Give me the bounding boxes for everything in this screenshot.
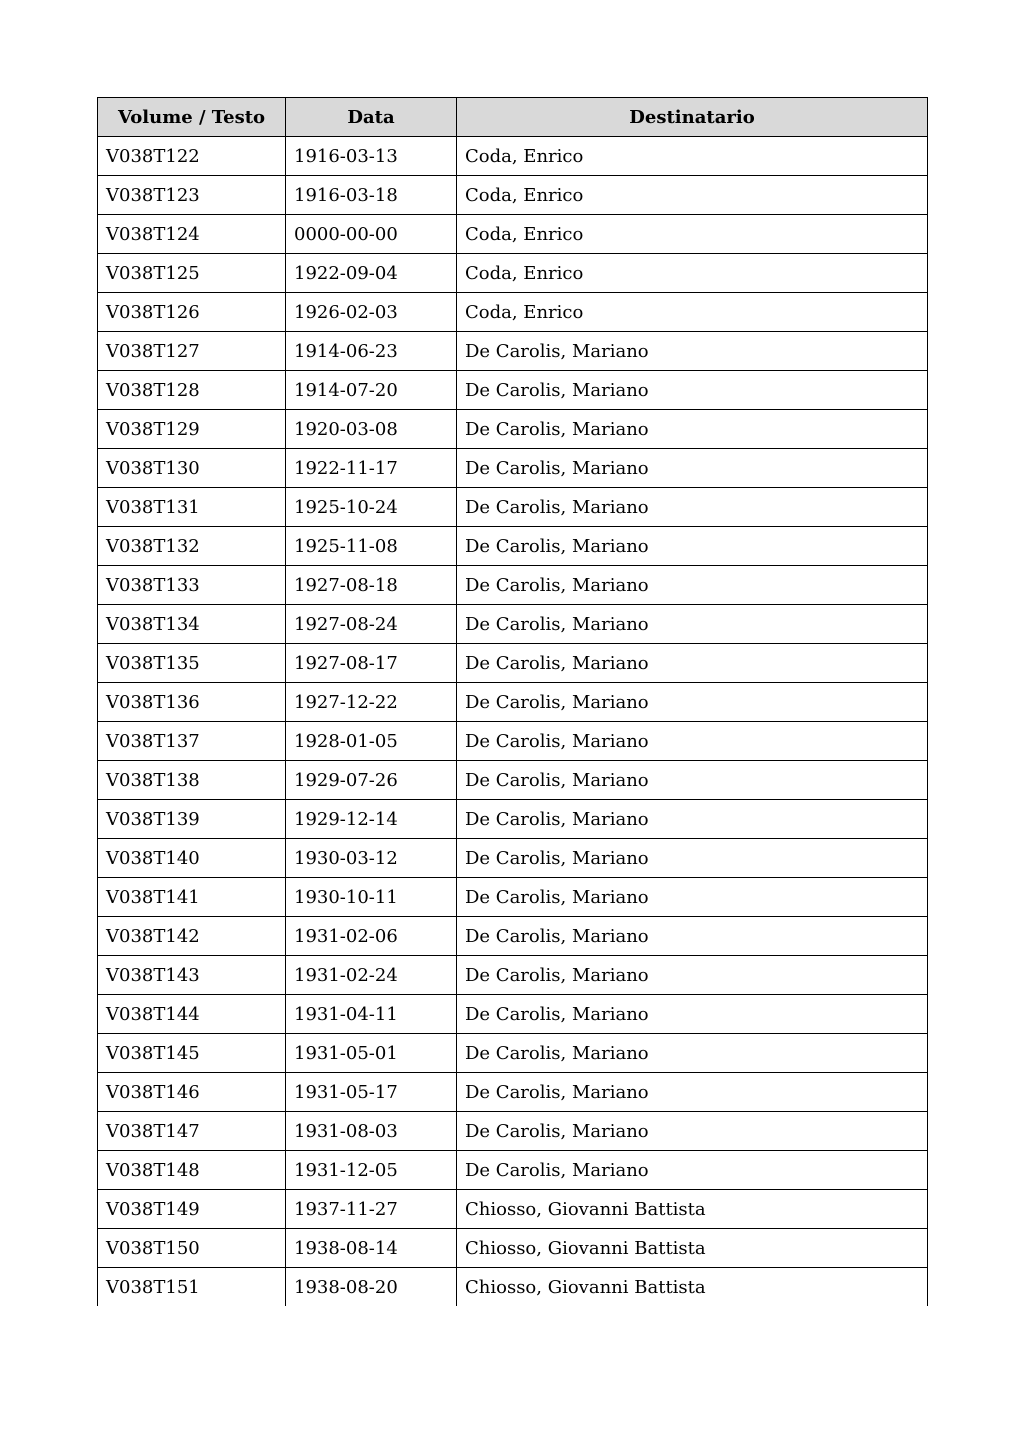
cell-volume-testo: V038T125 [98, 254, 286, 293]
cell-volume-testo: V038T146 [98, 1073, 286, 1112]
cell-destinatario: Coda, Enrico [457, 254, 928, 293]
cell-data: 1922-11-17 [286, 449, 457, 488]
cell-volume-testo: V038T144 [98, 995, 286, 1034]
cell-destinatario: De Carolis, Mariano [457, 1073, 928, 1112]
cell-volume-testo: V038T136 [98, 683, 286, 722]
cell-volume-testo: V038T145 [98, 1034, 286, 1073]
cell-data: 1929-07-26 [286, 761, 457, 800]
table-row [98, 488, 928, 527]
cell-volume-testo: V038T148 [98, 1151, 286, 1190]
table-row [98, 722, 928, 761]
cell-volume-testo: V038T124 [98, 215, 286, 254]
cell-destinatario: Chiosso, Giovanni Battista [457, 1268, 928, 1307]
cell-data: 1925-10-24 [286, 488, 457, 527]
table-row [98, 449, 928, 488]
cell-destinatario: De Carolis, Mariano [457, 449, 928, 488]
cell-destinatario: De Carolis, Mariano [457, 956, 928, 995]
cell-destinatario: De Carolis, Mariano [457, 527, 928, 566]
cell-destinatario: Coda, Enrico [457, 215, 928, 254]
table-row [98, 1034, 928, 1073]
table-row [98, 761, 928, 800]
cell-data: 1927-08-17 [286, 644, 457, 683]
cell-data: 1931-04-11 [286, 995, 457, 1034]
cell-data: 1922-09-04 [286, 254, 457, 293]
cell-destinatario: Coda, Enrico [457, 293, 928, 332]
letters-table [97, 97, 928, 1306]
table-row [98, 527, 928, 566]
cell-destinatario: De Carolis, Mariano [457, 332, 928, 371]
cell-volume-testo: V038T137 [98, 722, 286, 761]
cell-destinatario: De Carolis, Mariano [457, 566, 928, 605]
cell-data: 1931-05-01 [286, 1034, 457, 1073]
cell-data: 1937-11-27 [286, 1190, 457, 1229]
cell-volume-testo: V038T149 [98, 1190, 286, 1229]
cell-data: 1938-08-20 [286, 1268, 457, 1307]
cell-data: 1929-12-14 [286, 800, 457, 839]
cell-volume-testo: V038T142 [98, 917, 286, 956]
table-row [98, 1151, 928, 1190]
table-row [98, 410, 928, 449]
table-row [98, 683, 928, 722]
cell-volume-testo: V038T123 [98, 176, 286, 215]
cell-data: 1914-07-20 [286, 371, 457, 410]
table-row [98, 644, 928, 683]
cell-data: 1916-03-18 [286, 176, 457, 215]
cell-volume-testo: V038T143 [98, 956, 286, 995]
cell-volume-testo: V038T131 [98, 488, 286, 527]
table-row [98, 332, 928, 371]
cell-destinatario: De Carolis, Mariano [457, 761, 928, 800]
cell-destinatario: De Carolis, Mariano [457, 800, 928, 839]
cell-data: 0000-00-00 [286, 215, 457, 254]
cell-destinatario: De Carolis, Mariano [457, 1034, 928, 1073]
table-row [98, 293, 928, 332]
cell-destinatario: De Carolis, Mariano [457, 839, 928, 878]
cell-data: 1926-02-03 [286, 293, 457, 332]
cell-destinatario: De Carolis, Mariano [457, 878, 928, 917]
table-row [98, 878, 928, 917]
table-row [98, 917, 928, 956]
table-row [98, 137, 928, 176]
cell-data: 1930-03-12 [286, 839, 457, 878]
cell-volume-testo: V038T130 [98, 449, 286, 488]
cell-volume-testo: V038T140 [98, 839, 286, 878]
table-row [98, 176, 928, 215]
cell-destinatario: Chiosso, Giovanni Battista [457, 1190, 928, 1229]
table-row [98, 254, 928, 293]
table-row [98, 1190, 928, 1229]
cell-volume-testo: V038T135 [98, 644, 286, 683]
table-row [98, 1229, 928, 1268]
cell-destinatario: De Carolis, Mariano [457, 410, 928, 449]
header-volume-testo: Volume / Testo [98, 98, 286, 137]
table-row [98, 605, 928, 644]
cell-destinatario: Coda, Enrico [457, 137, 928, 176]
cell-data: 1916-03-13 [286, 137, 457, 176]
cell-volume-testo: V038T129 [98, 410, 286, 449]
cell-data: 1930-10-11 [286, 878, 457, 917]
cell-volume-testo: V038T150 [98, 1229, 286, 1268]
cell-volume-testo: V038T127 [98, 332, 286, 371]
cell-data: 1927-08-24 [286, 605, 457, 644]
table-row [98, 371, 928, 410]
cell-data: 1914-06-23 [286, 332, 457, 371]
cell-volume-testo: V038T132 [98, 527, 286, 566]
table-row [98, 1112, 928, 1151]
header-row [98, 98, 928, 137]
cell-volume-testo: V038T138 [98, 761, 286, 800]
cell-data: 1925-11-08 [286, 527, 457, 566]
cell-data: 1931-08-03 [286, 1112, 457, 1151]
cell-destinatario: De Carolis, Mariano [457, 917, 928, 956]
cell-destinatario: De Carolis, Mariano [457, 605, 928, 644]
cell-volume-testo: V038T122 [98, 137, 286, 176]
cell-data: 1931-02-24 [286, 956, 457, 995]
cell-destinatario: De Carolis, Mariano [457, 1151, 928, 1190]
cell-destinatario: Chiosso, Giovanni Battista [457, 1229, 928, 1268]
cell-destinatario: De Carolis, Mariano [457, 722, 928, 761]
table-row [98, 566, 928, 605]
cell-data: 1931-12-05 [286, 1151, 457, 1190]
table-row [98, 956, 928, 995]
cell-data: 1931-05-17 [286, 1073, 457, 1112]
cell-destinatario: De Carolis, Mariano [457, 683, 928, 722]
cell-destinatario: Coda, Enrico [457, 176, 928, 215]
cell-data: 1920-03-08 [286, 410, 457, 449]
header-destinatario: Destinatario [457, 98, 928, 137]
cell-data: 1938-08-14 [286, 1229, 457, 1268]
cell-volume-testo: V038T133 [98, 566, 286, 605]
cell-volume-testo: V038T141 [98, 878, 286, 917]
cell-volume-testo: V038T128 [98, 371, 286, 410]
table-row [98, 800, 928, 839]
table-row [98, 215, 928, 254]
cell-data: 1927-12-22 [286, 683, 457, 722]
cell-volume-testo: V038T147 [98, 1112, 286, 1151]
table-body [98, 137, 928, 1307]
table-header [98, 98, 928, 137]
cell-destinatario: De Carolis, Mariano [457, 488, 928, 527]
cell-data: 1931-02-06 [286, 917, 457, 956]
table-row [98, 1268, 928, 1307]
cell-destinatario: De Carolis, Mariano [457, 644, 928, 683]
cell-volume-testo: V038T126 [98, 293, 286, 332]
cell-volume-testo: V038T134 [98, 605, 286, 644]
cell-destinatario: De Carolis, Mariano [457, 1112, 928, 1151]
cell-data: 1928-01-05 [286, 722, 457, 761]
cell-data: 1927-08-18 [286, 566, 457, 605]
table-row [98, 839, 928, 878]
document-page [97, 97, 927, 1306]
cell-destinatario: De Carolis, Mariano [457, 371, 928, 410]
header-data: Data [286, 98, 457, 137]
cell-destinatario: De Carolis, Mariano [457, 995, 928, 1034]
cell-volume-testo: V038T151 [98, 1268, 286, 1307]
cell-volume-testo: V038T139 [98, 800, 286, 839]
table-row [98, 995, 928, 1034]
table-row [98, 1073, 928, 1112]
